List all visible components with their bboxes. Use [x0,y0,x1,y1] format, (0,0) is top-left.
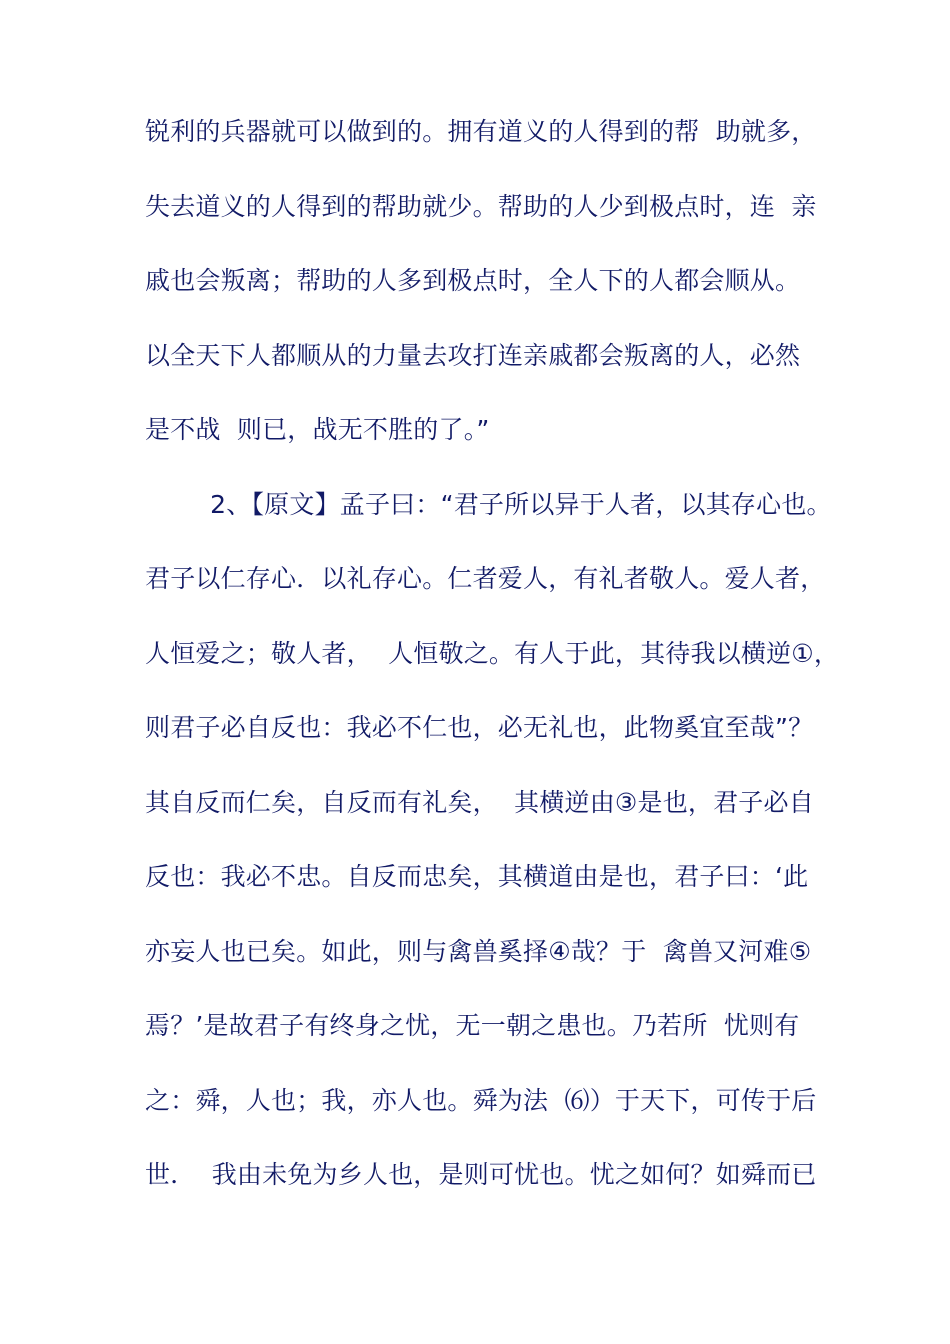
text-line: 反也：我必不忠。自反而忠矣，其横道由是也，君子曰：‘此 [145,862,809,891]
text-line: 其自反而仁矣，自反而有礼矣， 其横逆由③是也，君子必自 [145,787,814,817]
text-line: 以全天下人都顺从的力量去攻打连亲戚都会叛离的人，必然 [145,340,801,370]
text-line: 戚也会叛离；帮助的人多到极点时，全人下的人都会顺从。 [145,266,801,295]
body-text [145,104,840,1222]
text-line: 之：舜，人也；我，亦人也。舜为法 ⑹）于天下，可传于后 [145,1085,817,1115]
text-line: 人恒爱之；敬人者， 人恒敬之。有人于此，其待我以横逆①， [145,638,840,668]
text-line: 锐利的兵器就可以做到的。拥有道义的人得到的帮 助就多， [145,117,817,146]
text-line: 世． 我由未免为乡人也，是则可忧也。忧之如何？如舜而已 [145,1160,817,1189]
text-line: 失去道义的人得到的帮助就少。帮助的人少到极点时，连 亲 [145,191,817,221]
text-line: 焉？’是故君子有终身之忧，无一朝之患也。乃若所 忧则有 [145,1011,800,1040]
text-line: 是不战 则已，战无不胜的了。” [145,415,490,444]
text-line: 则君子必自反也：我必不仁也，必无礼也，此物奚宜至哉”？ [145,713,814,742]
text-line: 亦妄人也已矣。如此，则与禽兽奚择④哉？于 禽兽又河难⑤ [145,936,812,966]
text-line: 2、【原文】孟子曰：“君子所以异于人者，以其存心也。 [145,489,832,519]
text-line: 君子以仁存心．以礼存心。仁者爱人，有礼者敬人。爱人者， [145,564,826,593]
